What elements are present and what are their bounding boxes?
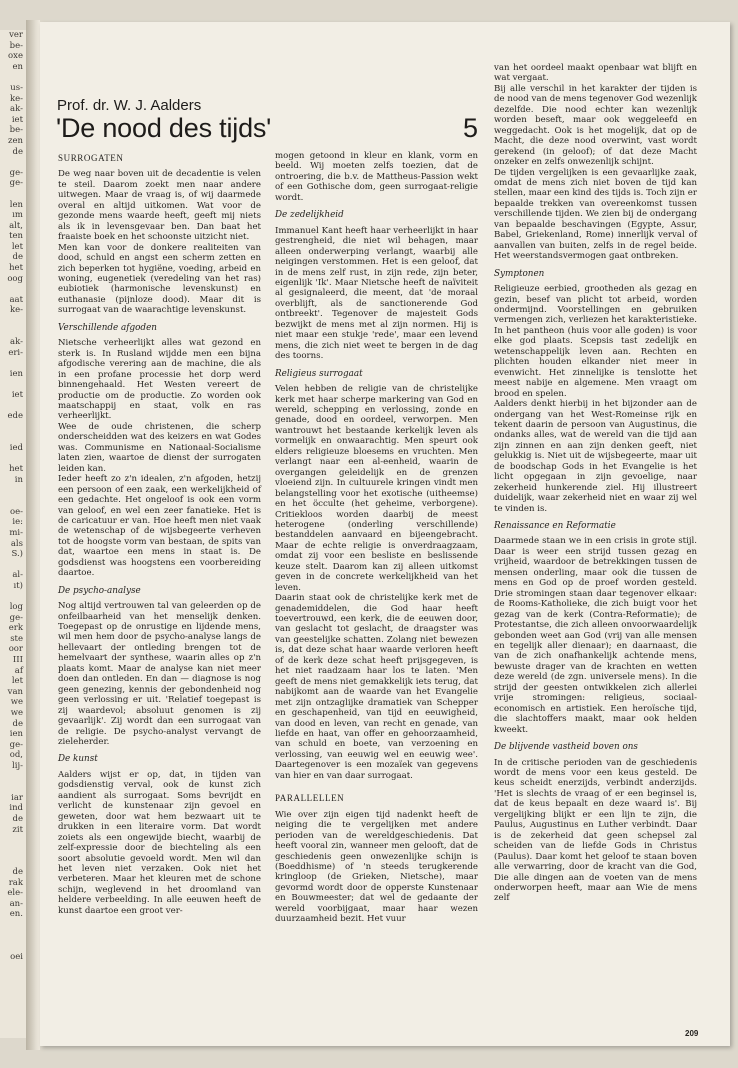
paragraph: Ieder heeft zo z'n idealen, z'n afgoden, hetzij een persoon of een zaak, een werkelijkheid of een gedachte. Het ongeloof is ook een vorm van geloof, en wel een zeer fanatieke. Het is de caricatuur er van. Hoe heeft men niet vaak de wetenschap of de wijsbegeerte verheven tot de hoogste vorm van bestaan, de spits van dat, waartoe een mens in staat is. De godsdienst was hoogstens een voorbereiding daartoe. [58, 474, 261, 579]
previous-page-fragment [0, 486, 26, 497]
previous-page-fragment: log [9, 602, 23, 613]
previous-page-fragment [0, 772, 26, 783]
paragraph: Religieuze eerbied, grootheden als gezag en gezin, besef van plicht tot arbeid, worden ondermijnd. Voorstellingen en gebruiken vermengen zich, verliezen het karakteristieke. In het pantheon (huis voor alle goden) is voor elke god plaats. Scepsis tast zedelijk en wetenschappelijk leven aan. Rechten en plichten houden elkander niet meer in evenwicht. Het zinnelijke is tenslotte het meest nabije en algemene. Men vraagt om brood en spelen. [494, 284, 697, 399]
subsection-heading: Verschillende afgoden [58, 322, 157, 333]
subsection-heading: De psycho-analyse [58, 585, 141, 596]
previous-page-fragment: oor [8, 644, 23, 655]
previous-page-fragment: en. [9, 909, 23, 920]
previous-page-fragment: oxe [8, 51, 23, 62]
page-number: 209 [685, 1029, 699, 1038]
previous-page-fragment [0, 930, 26, 941]
subsection-heading: Renaissance en Reformatie [494, 521, 616, 532]
paragraph: Nog altijd vertrouwen tal van geleerden op de onfeilbaarheid van het menselijk denken. Toegepast op de onrustige en lijdende mens, wil men hem door de psycho-analyse langs de hellevaart der ontleding brengen tot de hemelvaart der synthese, waarin alles op z'n plaats komt. Maar de analyse kan niet meer doen dan ontleden. En dan — diagnose is nog geen genezing, kennis der gebondenheid nog geen verlossing er uit. 'Relatief toegepast is zij waardevol; absoluut genomen is zij gevaarlijk'. Zij wordt dan een surrogaat van de religie. De psycho-analyst vervangt de zieleherder. [58, 601, 261, 748]
author-line: Prof. dr. W. J. Aalders [57, 97, 202, 114]
previous-page-fragment: het [9, 263, 23, 274]
previous-page-fragment: iet [11, 390, 23, 401]
paragraph: Wee de oude christenen, die scherp onderscheidden wat des keizers en wat Godes was. Communisme en Nationaal-Socialisme laten zien, waartoe de dienst der surrogaten leiden kan. [58, 421, 261, 474]
book-gutter [26, 20, 40, 1050]
previous-page-fragment: in [14, 474, 23, 485]
previous-page-fragment: aat [9, 294, 23, 305]
previous-page-fragment: ien [9, 729, 23, 740]
paragraph: In de critische perioden van de geschiedenis wordt de mens voor een keus gesteld. De keus scheidt enerzijds, verbindt anderzijds. 'Het is slechts de vraag of er een beginsel is, dat de keus bepaalt en deze waard is'. Bij vergelijking blijkt er een lijn te zijn, die Paulus, Augustinus en Luther verbindt. Daar is de zekerheid dat geen schepsel zal scheiden van de liefde Gods in Christus (Paulus). Daar komt het geloof te staan boven alle verwarring, door de kracht van die God, Die alle dingen aan de voeten van de mens onderworpen heeft, maar aan Wie de mens zelf [494, 757, 697, 904]
previous-page-fragment: mi- [9, 527, 23, 538]
previous-page-fragment: al- [12, 570, 23, 581]
paragraph: van het oordeel maakt openbaar wat blijft en wat vergaat. [494, 63, 697, 84]
subsection-heading: De kunst [58, 754, 98, 765]
previous-page-fragment: ge- [9, 178, 23, 189]
previous-page-fragment: we [10, 708, 23, 718]
paragraph: Bij alle verschil in het karakter der tijden is de nood van de mens tegenover God wezenlijk dezelfde. Die nood echter kan wezenlijk worden beseft, maar ook weggeleefd en weggedacht. Ook is het mogelijk, dat op de Macht, die deze nood overwint, vast wordt gerekend (in geloof); of dat deze Macht onzeker en zelfs onwezenlijk schijnt. [494, 83, 697, 168]
previous-page-fragment [0, 920, 26, 931]
previous-page-fragment: ak- [10, 337, 23, 348]
previous-page-fragment: alt, [9, 220, 23, 231]
previous-page-fragment: en [12, 61, 23, 72]
previous-page-fragment: ke- [9, 305, 23, 316]
previous-page-fragment: ied [9, 443, 23, 454]
paragraph: Men kan voor de donkere realiteiten van dood, schuld en angst een scherm zetten en zich beperken tot hygiëne, voeding, arbeid en woning, eugenetiek (veredeling van het ras) eubiotiek (harmonische levenskunst) en euthanasie (pijnloze dood). Maar dit is surrogaat van de waarachtige levenskunst. [58, 242, 261, 316]
previous-page-fragment: let [11, 676, 23, 687]
previous-page-fragment [0, 358, 26, 369]
previous-page-fragment: len [9, 199, 23, 210]
previous-page-fragment: ien [9, 369, 23, 379]
previous-page-fragment: eri- [8, 347, 23, 358]
article-title: 'De nood des tijds' [56, 113, 272, 143]
paragraph: Immanuel Kant heeft haar verheerlijkt in haar gestrengheid, die niet wil behagen, maar alleen onderwerping verlangt, waarbij alle neigingen verstommen. Het is een geloof, dat in de mens zelf rust, in zijn rede, zijn beter, eigenlijk 'Ik'. Maar Nietsche heeft de naïviteit al gesignaleerd, die meent, dat 'de moraal overblijft, als de sanctionerende God ontbreekt'. Tegenover de majesteit Gods bezwijkt de mens met al zijn normen. Hij is niet maar een stukje 'rede', maar een levend mens, die zich niet weet te bergen in de dag des toorns. [275, 225, 478, 362]
previous-page-fragment: ak- [10, 104, 23, 115]
previous-page-fragment: het [9, 464, 23, 475]
previous-page-fragment: S.) [11, 549, 23, 560]
previous-page-fragment: zen [8, 135, 23, 146]
previous-page-fragment: de [12, 252, 23, 263]
previous-page-fragment [0, 380, 26, 391]
paragraph: Nietsche verheerlijkt alles wat gezond en sterk is. In Rusland wijdde men een bijna afgodische verering aan de machine, die als in een profane processie het dorp werd binnengehaald. Het Westen vereert de productie om de productie. Zo worden ook maatschappij en staat, volk en ras verheerlijkt. [58, 338, 261, 422]
previous-page-fragment [0, 591, 26, 602]
previous-page-fragment [0, 284, 26, 295]
previous-page-fragment: van [7, 686, 23, 697]
previous-page-fragment [0, 454, 26, 465]
previous-page-fragment [0, 496, 26, 507]
paragraph: Daarin staat ook de christelijke kerk met de genademiddelen, die God haar heeft toevertrouwd, een kerk, die de eeuwen door, van geslacht tot geslacht, de draagster was van geestelijke schatten. Zolang niet bewezen is, dat deze schat haar waarde verloren heeft of de kerk deze schat heeft prijsgegeven, is het niet raadzaam haar los te laten. 'Men geeft de mens niet gemakkelijk iets terug, dat nabijkomt aan de waarde van het Evangelie met zijn ontzaglijke dramatiek van Schepper en geschapenheid, van tijd en eeuwigheid, van dood en leven, van recht en genade, van liefde en haat, van offer en gehoorzaamheid, van schuld en boete, van verzoening en verlossing, van eeuwig wel en eeuwig wee'. Daartegenover is een mozaïek van gegevens van hier en van daar surrogaat. [275, 593, 478, 781]
previous-page-fragment: ind [9, 803, 23, 814]
previous-page-fragment: als [10, 538, 23, 549]
previous-page-fragment: be- [9, 40, 23, 51]
previous-page-fragment: od, [9, 750, 23, 761]
previous-page-fragment [0, 327, 26, 338]
previous-page-fragment: ge- [9, 612, 23, 623]
previous-page-fragment: de [12, 813, 23, 824]
previous-page-fragment: iar [11, 792, 23, 803]
paragraph: De tijden vergelijken is een gevaarlijke zaak, omdat de mens zich niet boven de tijd kan stellen, maar een kind des tijds is. Toch zijn er bepaalde trekken van overeenkomst tussen verschillende tijden. We zien bij de ondergang van bepaalde beschavingen (Egypte, Assur, Babel, Griekenland, Rome) innerlijk verval of aanvallen van buiten, zelfs in de regel beide. Het weerstandsvermogen gaat ontbreken. [494, 167, 697, 262]
paragraph: Aalders denkt hierbij in het bijzonder aan de ondergang van het West-Romeinse rijk en tekent daarin de persoon van Augustinus, die ondanks alles, wat de wereld van die tijd aan zijn zinnen en aan zijn denken geeft, niet gelukkig is. Niet uit de wijsbegeerte, maar uit de boodschap Gods in het Evangelie is het licht opgegaan in zijn gevoelige, naar zekerheid hunkerende ziel. Hij illustreert duidelijk, waar zekerheid niet en waar zij wel te vinden is. [494, 399, 697, 514]
previous-page-fragment: ım [12, 210, 23, 221]
previous-page-fragment: ede [7, 411, 23, 422]
paragraph: Aalders wijst er op, dat, in tijden van godsdienstig verval, ook de kunst zich aandient als surrogaat. Soms bevrijdt en verlicht de kunstenaar zijn gevoel en geweten, door wat hem bezwaart uit te drukken in een literaire vorm. Dat wordt zoiets als een ongewijde biecht, waarbij de zelf-expressie door de biechteling als een soort absolutie gevoeld wordt. Men wil dan het leven niet verzaken. Ook niet het verbeteren. Maar het kleuren met de schone schijn, weglevend in het droomland van heldere verbeelding. In alle eeuwen heeft de kunst daartoe een groot ver- [58, 769, 261, 916]
section-heading: SURROGATEN [58, 153, 124, 163]
text-column-2 [275, 151, 478, 925]
previous-page-fragment: ver [9, 30, 23, 40]
previous-page-fragment: ele- [7, 888, 23, 899]
previous-page-fragment: let [11, 241, 23, 252]
previous-page-fragment [0, 422, 26, 433]
previous-page-fragment: af [14, 665, 23, 676]
text-column-1 [58, 153, 261, 916]
previous-page-fragment [0, 856, 26, 867]
previous-page-fragment: ge- [9, 739, 23, 750]
previous-page-fragment: de [12, 718, 23, 729]
previous-page-fragment [0, 189, 26, 200]
previous-page-fragment: be- [9, 125, 23, 136]
subsection-heading: De zedelijkheid [275, 210, 344, 221]
previous-page-fragment: ıt) [13, 580, 23, 591]
previous-page-fragment: zit [12, 824, 23, 835]
previous-page-fragment [0, 846, 26, 857]
previous-page-fragment [0, 782, 26, 793]
previous-page-fragment [0, 560, 26, 571]
previous-page-fragment: ie: [12, 517, 23, 528]
paragraph: mogen getoond in kleur en klank, vorm en beeld. Wij moeten zelfs toezien, dat de ontroering, die b.v. de Mattheus-Passion wekt of een Gothische dom, geen surrogaat-religie wordt. [275, 151, 478, 203]
previous-page-fragment: iet [11, 114, 23, 125]
previous-page-fragment [0, 835, 26, 846]
previous-page-fragment: rak [8, 877, 23, 888]
paragraph: Daarmede staan we in een crisis in grote stijl. Daar is weer een strijd tussen gezag en vrijheid, waardoor de betrekkingen tussen de mensen onderling, maar ook die tussen de mens en God op de proef worden gesteld. Drie stromingen staan daar tegenover elkaar: de Rooms-Katholieke, die zich buigt voor het gezag van de kerk (Contra-Reformatie); de Protestantse, die zich alleen onvoorwaardelijk gebonden weet aan God (vrij van alle mensen en tegelijk aller dienaar); en daarnaast, die van de zich onafhankelijk achtende mens, bewuste drager van de krachten en wetten deze wereld (de zgn. universele mens). In die strijd der geesten ontwikkelen zich allerlei vrije stromingen: religieus, sociaal-economisch en artistiek. Een heroïsche tijd, die slachtoffers maakt, maar ook helden kweekt. [494, 536, 697, 735]
series-part-number: 5 [463, 113, 479, 143]
previous-page-fragment [0, 316, 26, 327]
previous-page-fragment: de [12, 146, 23, 157]
previous-page-fragment: an- [9, 898, 23, 909]
previous-page-edge [0, 30, 28, 1038]
previous-page-fragment [0, 401, 26, 412]
previous-page-fragment: ke- [9, 93, 23, 104]
magazine-page [40, 22, 730, 1046]
previous-page-fragment: ste [10, 633, 23, 644]
previous-page-fragment: ge- [9, 167, 23, 178]
previous-page-fragment: erk [8, 623, 23, 634]
subsection-heading: Symptonen [494, 268, 545, 279]
paragraph: Wie over zijn eigen tijd nadenkt heeft de neiging die te vergelijken met andere perioden van de wereldgeschiedenis. Dat heeft vooral zin, wanneer men gelooft, dat de geschiedenis geen onwezenlijke schijn is (Boeddhisme) of 'n steeds terugkerende kringloop (de Grieken, Nietsche), maar gevormd wordt door de opperste Kunstenaar en Bouwmeester; dat wel de gedaante der wereld voorbijgaat, maar haar wezen duurzaamheid bezit. Het vuur [275, 809, 478, 925]
previous-page-fragment [0, 157, 26, 168]
previous-page-fragment: us- [10, 82, 23, 93]
text-column-3 [494, 63, 697, 904]
previous-page-fragment: III [12, 655, 23, 666]
previous-page-fragment: oe- [9, 506, 23, 517]
previous-page-fragment: ten [9, 231, 23, 242]
paragraph: De weg naar boven uit de decadentie is velen te steil. Daarom zoekt men naar andere uitwegen. Maar de vraag is, of wij daarmede overal en altijd uitkomen. Wat voor de gezonde mens waarde heeft, geeft mij niets als ik in levensgevaar ben. Dan baat het fraaiste boek en het schoonste uitzicht niet. [58, 169, 261, 243]
previous-page-fragment [0, 941, 26, 952]
previous-page-fragment: oei [10, 951, 23, 962]
previous-page-fragment: we [10, 697, 23, 708]
section-heading: PARALLELLEN [275, 793, 345, 804]
paragraph: Velen hebben de religie van de christelijke kerk met haar scherpe markering van God en wereld, schepping en verlossing, zonde en genade, dood en oordeel, verworpen. Men wantrouwt het bestaande kerkelijk leven als vormelijk en onwaarachtig. Men speurt ook elders religieuze bloesems en vruchten. Men verlangt naar een al-eenheid, waarin de overgangen geleidelijk en de grenzen vloeiend zijn. In cultuurele kringen vindt men belangstelling voor het exotische (uitheemse) en het öcculte (het geheime, verborgene). Critiekloos worden daarbij de meest heterogene (onderling verschillende) bestanddelen aanvaard en bijeengebracht. Maar de echte religie is onverdraagzaam, omdat zij voor een besliste en beslissende keuze stelt. Daarom kan zij alleen uitkomst geven in de concrete werkelijkheid van het leven. [275, 384, 478, 593]
previous-page-fragment [0, 433, 26, 444]
previous-page-fragment: de [12, 866, 23, 877]
previous-page-fragment: oog [7, 273, 23, 284]
subsection-heading: De blijvende vastheid boven ons [494, 742, 638, 753]
previous-page-fragment: lij- [12, 760, 23, 771]
subsection-heading: Religieus surrogaat [275, 368, 363, 379]
previous-page-fragment [0, 72, 26, 83]
